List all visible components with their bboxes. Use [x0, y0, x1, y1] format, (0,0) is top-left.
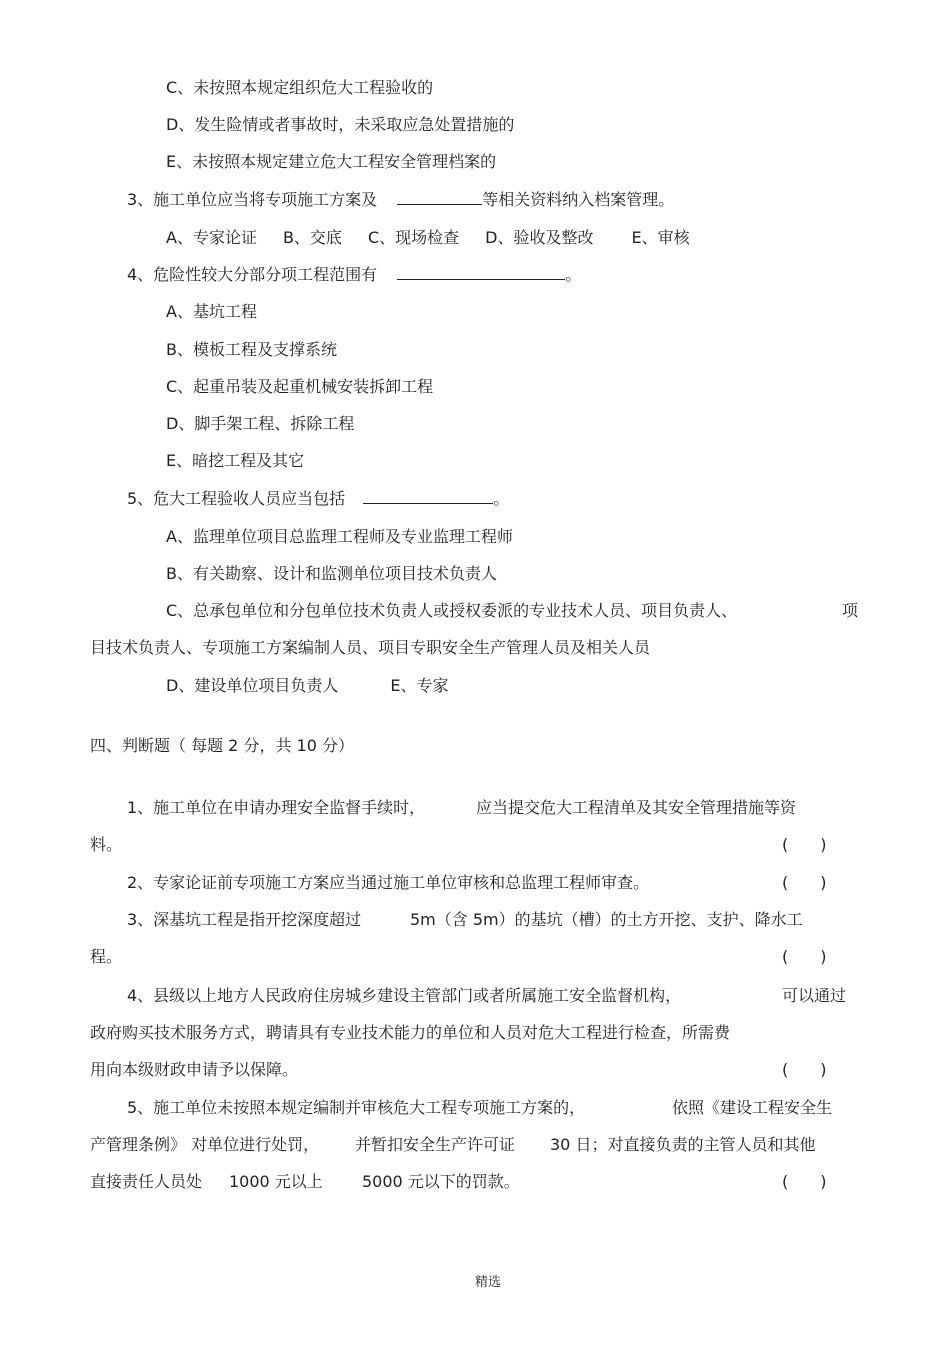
judge-1-line-1a: 1、施工单位在申请办理安全监督手续时，: [127, 798, 426, 817]
question-5-stem-tail: 。: [493, 489, 510, 508]
judge-5-line-1a: 5、施工单位未按照本规定编制并审核危大工程专项施工方案的，: [127, 1098, 586, 1117]
judge-3-line-1a: 3、深基坑工程是指开挖深度超过: [127, 910, 362, 929]
question-5-stem: [127, 489, 509, 509]
judge-5-line-3b: 1000 元以上: [229, 1172, 323, 1191]
judge-4-line-2: 政府购买技术服务方式，聘请具有专业技术能力的单位和人员对危大工程进行检查，所需费: [90, 1023, 731, 1042]
answer-blank: [363, 489, 493, 504]
judge-5-line-3c: 5000 元以下的罚款。: [362, 1172, 520, 1191]
question-5-options-de: [166, 676, 448, 696]
judge-3-line-1b: 5m（含 5m）的基坑（槽）的土方开挖、支护、降水工: [410, 910, 803, 929]
answer-parentheses[interactable]: ( ): [782, 835, 827, 854]
option-c-line-1-end: 项: [842, 601, 859, 620]
option-c-line-1: C、总承包单位和分包单位技术负责人或授权委派的专业技术人员、项目负责人、: [166, 601, 738, 620]
judge-5-line-3a: 直接责任人员处: [90, 1172, 203, 1191]
section-heading: 四、判断题（ 每题 2 分，共 10 分）: [90, 736, 354, 755]
option-e: E、专家: [390, 676, 449, 695]
answer-parentheses[interactable]: ( ): [782, 873, 827, 892]
option-c-line-2: 目技术负责人、专项施工方案编制人员、项目专职安全生产管理人员及相关人员: [90, 638, 651, 657]
judge-1-line-2: 料。: [90, 835, 123, 854]
question-4-stem: [127, 265, 581, 285]
judge-1-line-1b: 应当提交危大工程清单及其安全管理措施等资: [476, 798, 797, 817]
question-3-stem: [127, 190, 674, 210]
option-e: E、审核: [631, 228, 690, 247]
judge-5-line-2c: 30 日；对直接负责的主管人员和其他: [550, 1135, 816, 1154]
option-a: A、监理单位项目总监理工程师及专业监理工程师: [166, 527, 513, 546]
answer-blank: [397, 190, 482, 205]
answer-parentheses[interactable]: ( ): [782, 1060, 827, 1079]
page-footer: 精选: [474, 1275, 501, 1290]
judge-5-line-1b: 依照《建设工程安全生: [672, 1098, 833, 1117]
option-d: D、脚手架工程、拆除工程: [166, 414, 355, 433]
question-4-stem-tail: 。: [565, 265, 582, 284]
judge-2-line-1: 2、专家论证前专项施工方案应当通过施工单位审核和总监理工程师审查。: [127, 873, 650, 892]
judge-5-line-2a: 产管理条例》 对单位进行处罚，: [90, 1135, 320, 1154]
judge-4-line-3: 用向本级财政申请予以保障。: [90, 1060, 299, 1079]
option-b: B、有关勘察、设计和监测单位项目技术负责人: [166, 564, 497, 583]
judge-3-line-2: 程。: [90, 947, 123, 966]
question-3-options: [166, 228, 690, 248]
option-d: D、建设单位项目负责人: [166, 676, 339, 695]
answer-blank: [397, 265, 565, 280]
option-d: D、发生险情或者事故时，未采取应急处置措施的: [166, 115, 515, 134]
option-e: E、未按照本规定建立危大工程安全管理档案的: [166, 152, 497, 171]
answer-parentheses[interactable]: ( ): [782, 947, 827, 966]
option-b: B、模板工程及支撑系统: [166, 340, 337, 359]
option-b: B、交底: [282, 228, 342, 247]
answer-parentheses[interactable]: ( ): [782, 1172, 827, 1191]
judge-4-line-1b: 可以通过: [782, 986, 847, 1005]
judge-5-line-2b: 并暂扣安全生产许可证: [355, 1135, 516, 1154]
option-e: E、暗挖工程及其它: [166, 451, 305, 470]
question-5-stem-text: 5、危大工程验收人员应当包括: [127, 489, 346, 508]
option-c: C、现场检查: [367, 228, 460, 247]
option-c: C、未按照本规定组织危大工程验收的: [166, 78, 434, 97]
judge-4-line-1a: 4、县级以上地方人民政府住房城乡建设主管部门或者所属施工安全监督机构，: [127, 986, 682, 1005]
option-a: A、基坑工程: [166, 302, 257, 321]
question-3-stem-tail: 等相关资料纳入档案管理。: [482, 190, 675, 209]
option-a: A、专家论证: [166, 228, 257, 247]
question-3-stem-text: 3、施工单位应当将专项施工方案及: [127, 190, 378, 209]
option-c: C、起重吊装及起重机械安装拆卸工程: [166, 377, 434, 396]
question-4-stem-text: 4、危险性较大分部分项工程范围有: [127, 265, 378, 284]
option-d: D、验收及整改: [485, 228, 594, 247]
